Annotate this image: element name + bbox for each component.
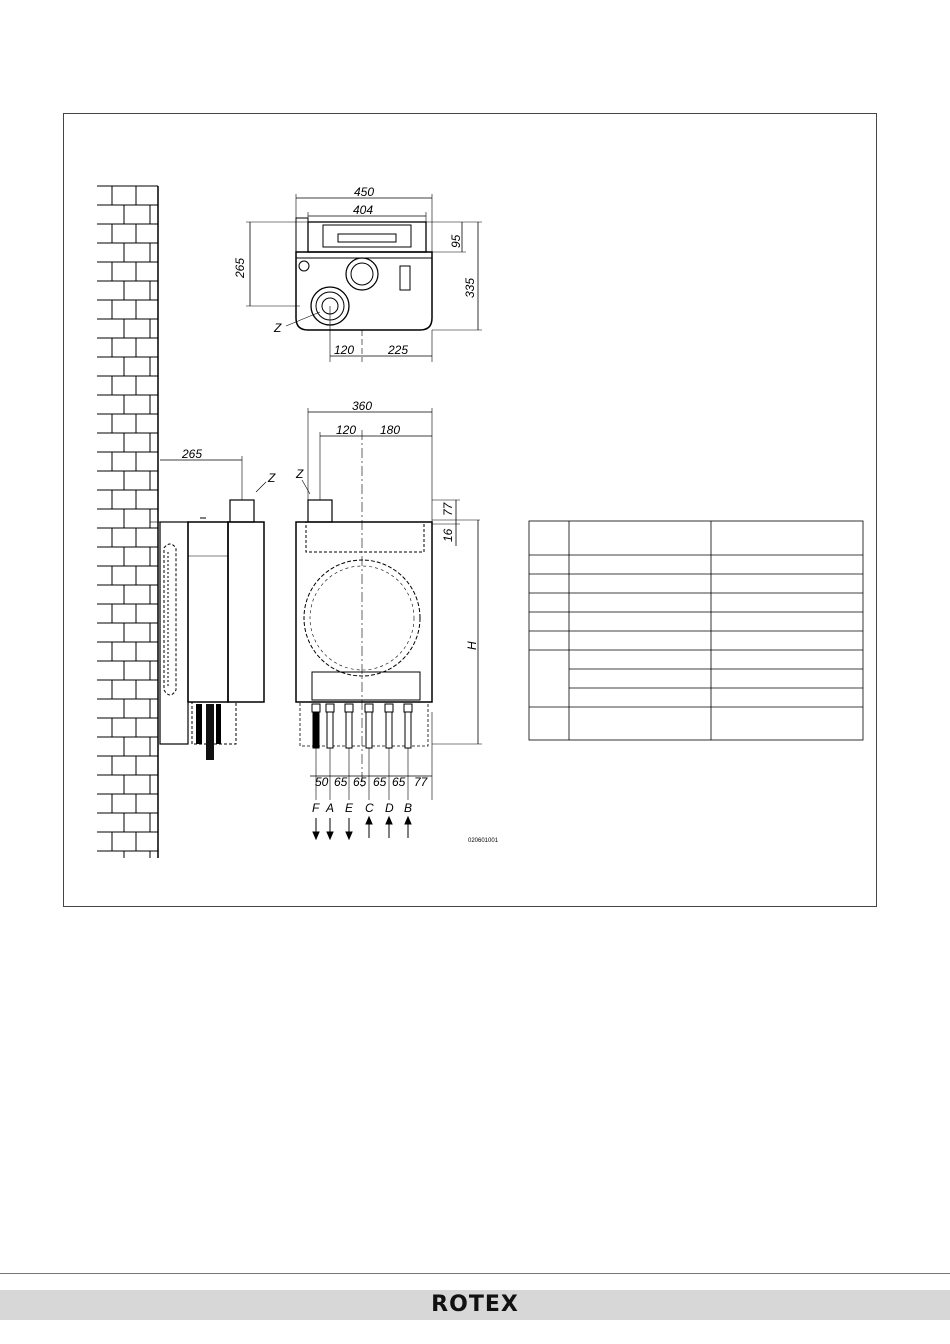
side-view [150,456,266,744]
connection-label: F [312,801,320,815]
brick-wall [97,186,158,858]
brand-logo: ROTEX [431,1292,519,1317]
spacing-label: 65 [373,775,387,789]
connection-label: D [385,801,394,815]
top-depth-flue: 95 [449,234,463,248]
connection-label: B [404,801,413,815]
spacing-label: 65 [392,775,406,789]
front-bracket-offset: 16 [441,528,455,542]
top-depth-side: 265 [233,257,247,278]
flow-arrow [327,818,333,839]
top-width-outer: 450 [354,185,375,199]
spacing-label: 65 [334,775,348,789]
side-wall-offset: 265 [182,447,203,461]
spacing-label: 65 [353,775,367,789]
spacing-label: 77 [414,775,428,789]
side-view-pipes [196,704,221,760]
top-view [246,194,482,362]
connection-labels [312,801,412,839]
top-width-inner: 404 [353,203,374,217]
legend-table [529,521,863,740]
top-flue-right: 225 [388,343,409,357]
connection-label: C [365,801,374,815]
front-width: 360 [352,399,373,413]
front-flue-right: 180 [380,423,401,437]
top-flue-label: Z [274,321,282,335]
front-top-offset: 77 [441,502,455,516]
front-height-label: H [465,641,479,650]
top-depth-total: 335 [463,277,477,298]
spacing-label: 50 [315,775,329,789]
front-flue-label: Z [296,467,304,481]
flow-arrow [366,817,372,838]
side-flue-label: Z [268,471,276,485]
flow-arrow [313,818,319,839]
front-flue-left: 120 [336,423,357,437]
drawing-number: 020601001 [468,838,499,844]
figure-frame [64,114,877,907]
connection-label: A [326,801,335,815]
spacing-labels [315,775,429,789]
footer-rule [0,1273,950,1274]
flow-arrow [346,818,352,839]
top-flue-left: 120 [334,343,355,357]
flow-arrow [386,817,392,838]
flow-arrow [405,817,411,838]
connection-label: E [345,801,354,815]
